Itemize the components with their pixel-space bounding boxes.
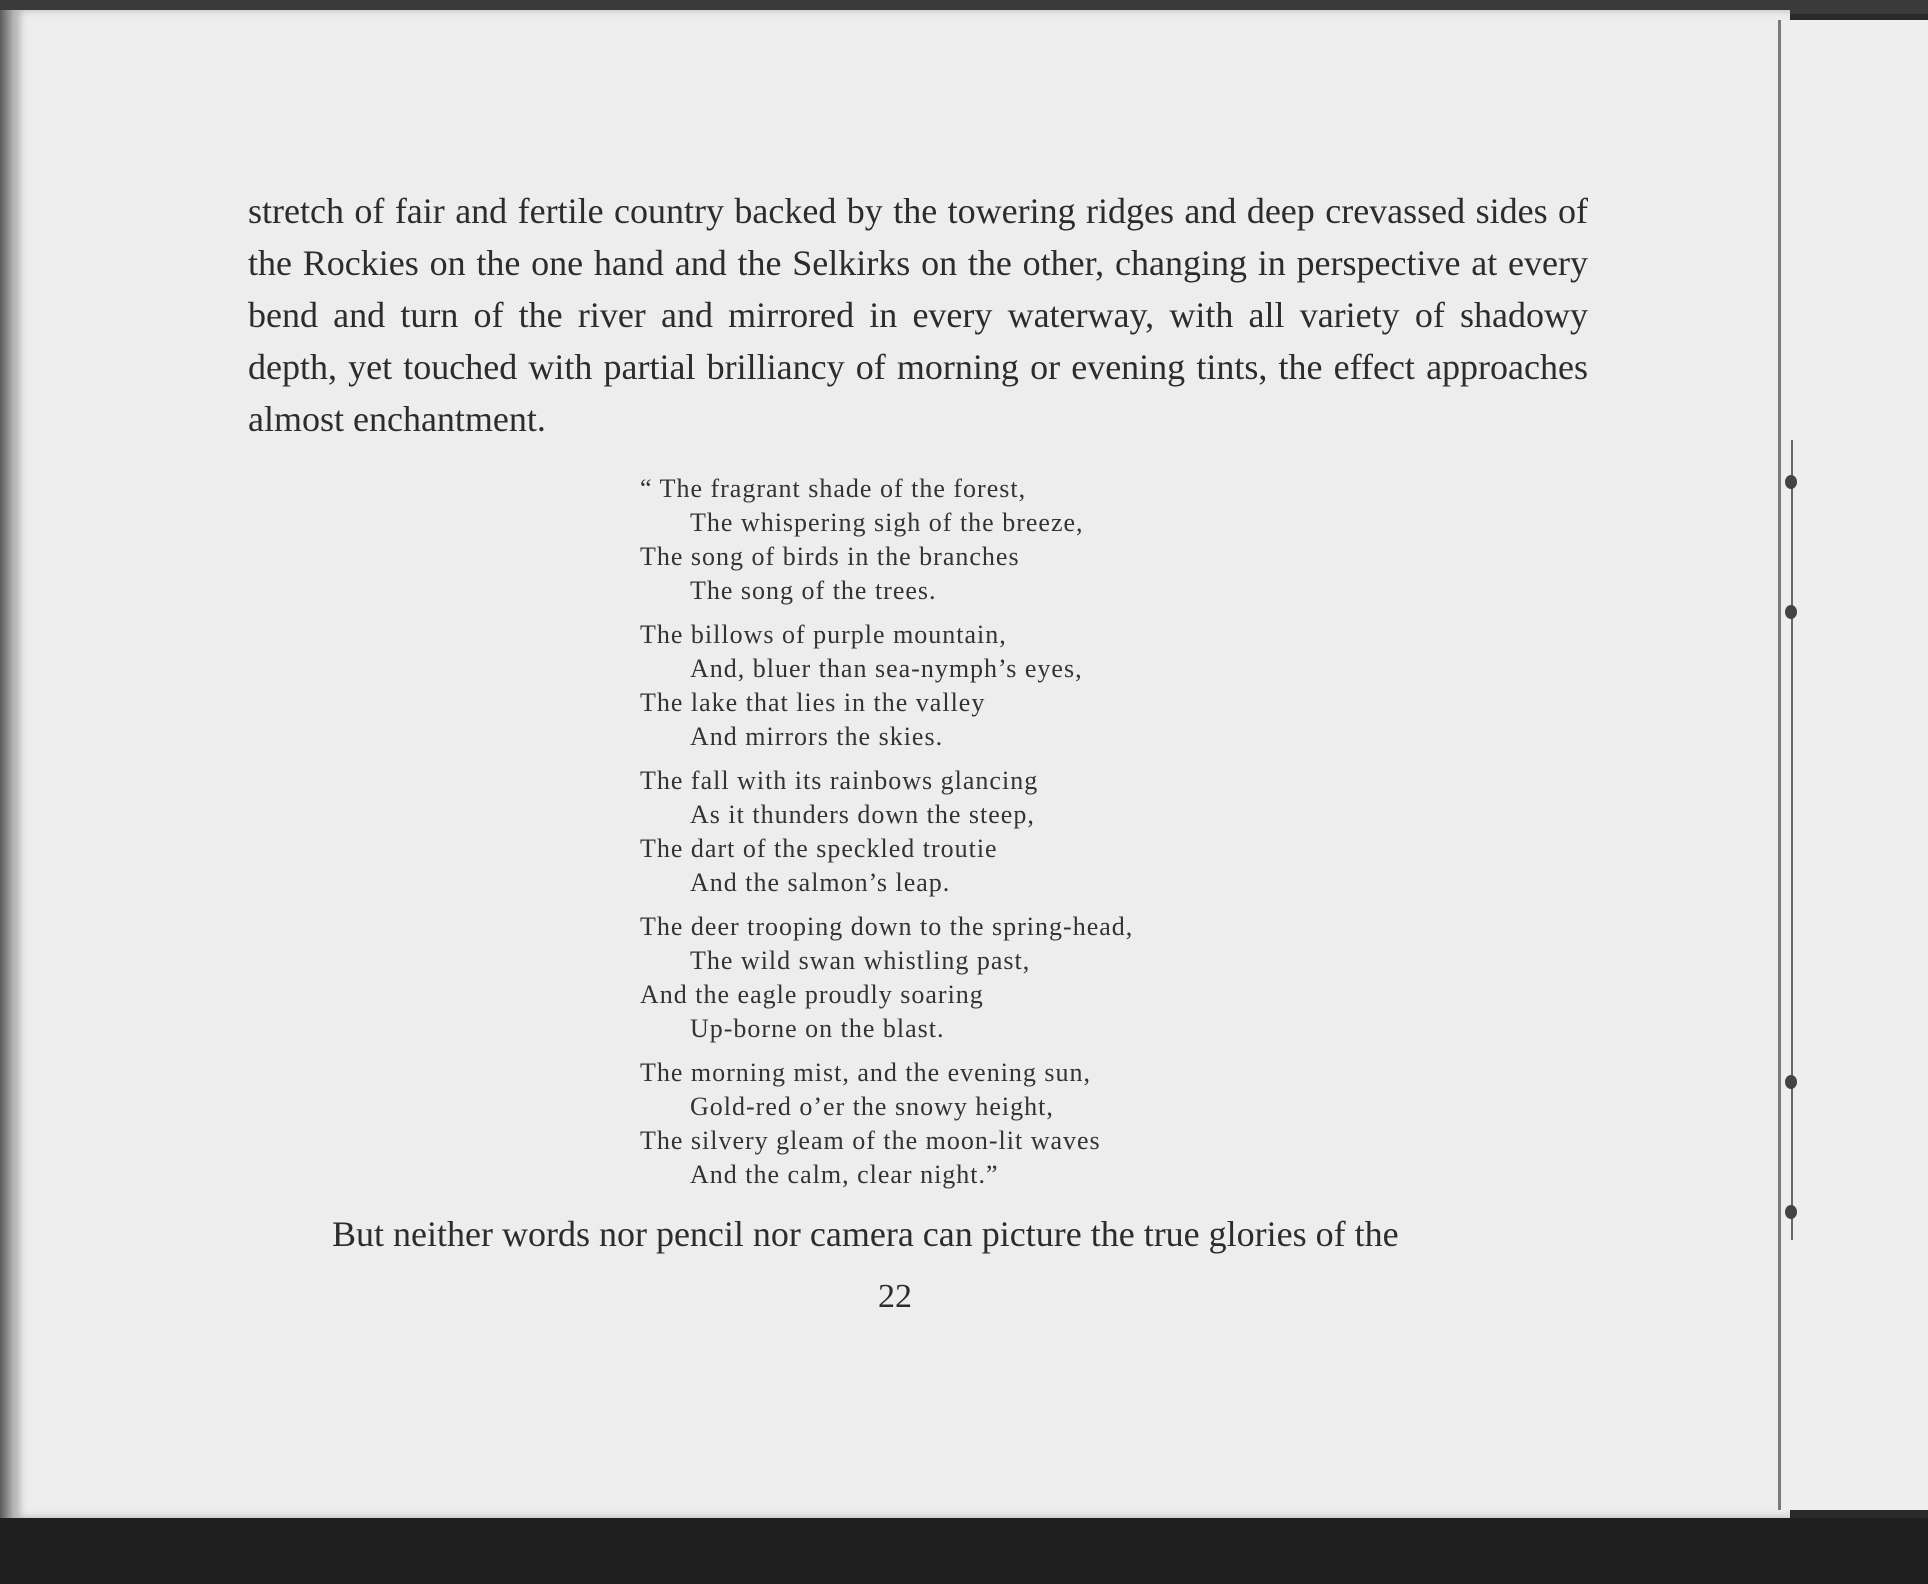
poem-line: The fall with its rainbows glancing [640,766,1039,795]
poem-line: The dart of the speckled troutie [640,834,998,863]
poem-line: As it thunders down the steep, [690,800,1035,829]
scan-bottom-edge [0,1518,1928,1584]
body-paragraph-top [248,185,1588,445]
binding-stitch [1785,1205,1797,1219]
poem-stanza [640,618,1340,754]
poem-line: The song of the trees. [690,576,937,605]
poem-stanza [640,910,1340,1046]
poem-line: The lake that lies in the valley [640,688,986,717]
binding-stitch [1785,605,1797,619]
poem-line: The silvery gleam of the moon-lit waves [640,1126,1101,1155]
poem-line: And the salmon’s leap. [690,868,951,897]
poem-line: And the calm, clear night.” [690,1160,999,1189]
binding-stitch [1785,475,1797,489]
poem-line: Up-borne on the blast. [690,1014,945,1043]
poem-line: “ The fragrant shade of the forest, [640,474,1027,503]
poem-line: The whispering sigh of the breeze, [690,508,1084,537]
poem-line: The billows of purple mountain, [640,620,1007,649]
page-number: 22 [878,1278,912,1315]
poem-line: Gold-red o’er the snowy height, [690,1092,1054,1121]
paragraph-text: stretch of fair and fertile country backed by the towering ridges and deep crevassed sides of the Rockies on the one hand and the Selkirks on the other, changing in perspective at every bend and turn of the river and mirrored in every waterway, with all variety of shadowy depth, yet touched with partial brilliancy of morning or evening tints, the effect approaches almost enchantment. [248,191,1588,439]
adjacent-page-edge [1778,20,1928,1510]
poem-line: The wild swan whistling past, [690,946,1031,975]
poem-line: The deer trooping down to the spring-head, [640,912,1134,941]
poem-line: And the eagle proudly soaring [640,980,984,1009]
binding-stitch [1785,1075,1797,1089]
poem-line: The morning mist, and the evening sun, [640,1058,1092,1087]
poem-block [640,472,1340,1202]
body-paragraph-bottom: But neither words nor pencil nor camera can picture the true glories of the [332,1214,1399,1254]
poem-stanza [640,1056,1340,1192]
poem-line: And, bluer than sea-nymph’s eyes, [690,654,1083,683]
poem-stanza [640,764,1340,900]
poem-stanza [640,472,1340,608]
poem-line: And mirrors the skies. [690,722,944,751]
binding-rule [1791,440,1793,1240]
poem-line: The song of birds in the branches [640,542,1020,571]
